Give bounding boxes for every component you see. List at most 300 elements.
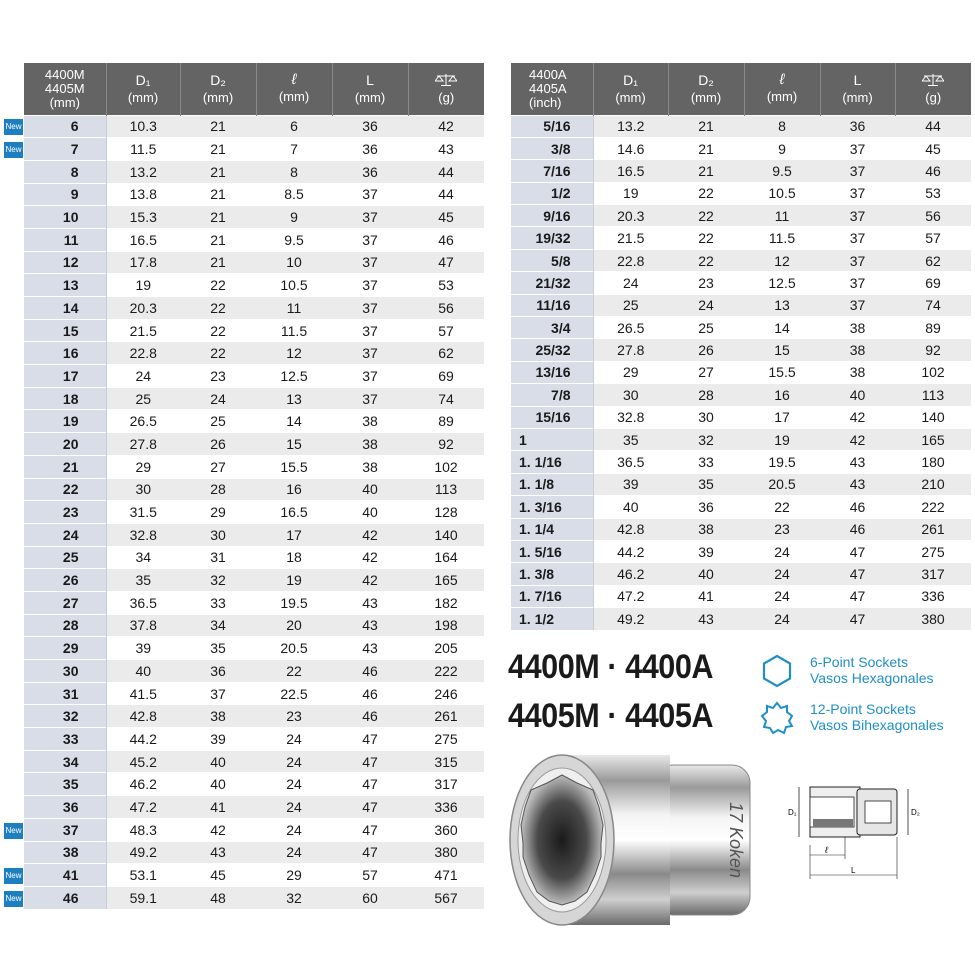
size-cell: 5/8 — [511, 249, 593, 271]
d2-cell: 39 — [668, 540, 744, 562]
weight-cell: 336 — [408, 796, 484, 819]
table-row — [511, 451, 971, 473]
size-cell: 5/16 — [511, 115, 593, 137]
d2-cell: 23 — [180, 365, 256, 388]
d2-cell: 22 — [180, 319, 256, 342]
weight-cell: 380 — [895, 608, 971, 630]
table-row — [24, 115, 484, 138]
l-small-cell: 18 — [256, 546, 332, 569]
header-unit: (mm) — [49, 94, 80, 110]
weight-cell: 182 — [408, 591, 484, 614]
table-row — [24, 138, 484, 161]
d1-cell: 24 — [593, 272, 668, 294]
size-cell: 1. 3/16 — [511, 496, 593, 518]
l-cell: 60 — [332, 886, 408, 909]
size-cell: 13 — [24, 274, 106, 297]
table-row — [511, 317, 971, 339]
d1-cell: 19 — [593, 182, 668, 204]
d2-cell: 43 — [180, 841, 256, 864]
metric-header-row — [24, 63, 484, 115]
l-small-cell: 14 — [744, 317, 820, 339]
l-cell: 47 — [820, 608, 895, 630]
size-cell: 22 — [24, 478, 106, 501]
d2-cell: 43 — [668, 608, 744, 630]
d1-cell: 26.5 — [593, 317, 668, 339]
d2-cell: 27 — [180, 455, 256, 478]
weight-cell: 46 — [408, 228, 484, 251]
l-small-cell: 22 — [744, 496, 820, 518]
d1-cell: 35 — [106, 569, 180, 592]
l-cell: 47 — [332, 750, 408, 773]
d2-cell: 42 — [180, 818, 256, 841]
d1-cell: 22.8 — [593, 249, 668, 271]
weight-cell: 471 — [408, 864, 484, 887]
d1-cell: 36.5 — [106, 591, 180, 614]
l-small-cell: 9.5 — [744, 160, 820, 182]
table-row — [24, 796, 484, 819]
l-cell: 46 — [820, 518, 895, 540]
d1-cell: 16.5 — [106, 228, 180, 251]
weight-cell: 102 — [895, 361, 971, 383]
d2-cell: 22 — [180, 297, 256, 320]
table-row — [24, 183, 484, 206]
size-cell: 3/8 — [511, 137, 593, 159]
d1-cell: 35 — [593, 428, 668, 450]
size-cell: 25 — [24, 546, 106, 569]
l-cell: 38 — [820, 361, 895, 383]
weight-cell: 44 — [408, 160, 484, 183]
weight-cell: 56 — [895, 205, 971, 227]
size-cell: 35 — [24, 773, 106, 796]
l-small-cell: 15.5 — [256, 455, 332, 478]
l-small-cell: 24 — [256, 728, 332, 751]
d2-cell: 27 — [668, 361, 744, 383]
weight-cell: 92 — [408, 433, 484, 456]
inch-model-header — [511, 63, 593, 115]
d2-cell: 22 — [668, 227, 744, 249]
l-cell: 42 — [332, 569, 408, 592]
d2-cell: 38 — [180, 705, 256, 728]
l-small-cell: 24 — [256, 750, 332, 773]
l-cell: 40 — [820, 384, 895, 406]
size-cell: 1. 7/16 — [511, 585, 593, 607]
d1-cell: 30 — [106, 478, 180, 501]
d2-cell: 21 — [668, 160, 744, 182]
table-row — [511, 160, 971, 182]
weight-cell: 45 — [895, 137, 971, 159]
l-cell: 37 — [332, 319, 408, 342]
d2-cell: 33 — [668, 451, 744, 473]
table-row — [511, 540, 971, 562]
l-small-cell: 16 — [256, 478, 332, 501]
table-row — [24, 501, 484, 524]
d2-cell: 21 — [668, 137, 744, 159]
size-cell: 8 — [24, 160, 106, 183]
l-cell: 37 — [820, 182, 895, 204]
l-small-cell: 24 — [256, 841, 332, 864]
weight-cell: 92 — [895, 339, 971, 361]
table-row — [511, 339, 971, 361]
table-row — [511, 115, 971, 137]
hexagon-icon — [760, 654, 794, 688]
d1-cell: 31.5 — [106, 501, 180, 524]
table-row — [24, 206, 484, 229]
l-small-cell: 9 — [256, 206, 332, 229]
d1-cell: 20.3 — [593, 205, 668, 227]
weight-cell: 53 — [895, 182, 971, 204]
d1-cell: 59.1 — [106, 886, 180, 909]
weight-cell: 74 — [895, 294, 971, 316]
l-small-cell: 11 — [744, 205, 820, 227]
weight-cell: 43 — [408, 138, 484, 161]
l-cell: 37 — [332, 228, 408, 251]
d1-cell: 19 — [106, 274, 180, 297]
l-cell: 47 — [820, 563, 895, 585]
d2-cell: 21 — [180, 183, 256, 206]
d2-cell: 26 — [180, 433, 256, 456]
d1-cell: 13.8 — [106, 183, 180, 206]
size-cell: 12 — [24, 251, 106, 274]
header-weight: (g) — [408, 63, 484, 115]
header-d1: D₁ (mm) — [106, 63, 180, 115]
l-cell: 37 — [332, 183, 408, 206]
inch-header-row — [511, 63, 971, 115]
d1-cell: 46.2 — [593, 563, 668, 585]
weight-cell: 567 — [408, 886, 484, 909]
size-cell: 1. 1/2 — [511, 608, 593, 630]
d2-cell: 21 — [180, 251, 256, 274]
l-small-cell: 9 — [744, 137, 820, 159]
header-l: L (mm) — [820, 63, 895, 115]
table-row — [511, 294, 971, 316]
table-row — [24, 660, 484, 683]
new-badge: New — [4, 868, 23, 884]
l-cell: 37 — [332, 274, 408, 297]
table-row — [511, 227, 971, 249]
table-row — [24, 886, 484, 909]
weight-cell: 164 — [408, 546, 484, 569]
table-row — [511, 137, 971, 159]
size-cell: 11/16 — [511, 294, 593, 316]
header-l: L (mm) — [332, 63, 408, 115]
l-small-cell: 12.5 — [744, 272, 820, 294]
l-small-cell: 17 — [744, 406, 820, 428]
l-cell: 37 — [332, 297, 408, 320]
l-cell: 38 — [820, 317, 895, 339]
size-cell: 24 — [24, 523, 106, 546]
header-d2: D₂ (mm) — [668, 63, 744, 115]
table-row — [24, 478, 484, 501]
weight-cell: 57 — [895, 227, 971, 249]
l-cell: 36 — [332, 115, 408, 138]
weight-cell: 62 — [895, 249, 971, 271]
l-cell: 37 — [332, 387, 408, 410]
size-cell: 9/16 — [511, 205, 593, 227]
weight-cell: 275 — [895, 540, 971, 562]
size-cell: 28 — [24, 614, 106, 637]
l-cell: 37 — [820, 294, 895, 316]
l-cell: 36 — [332, 138, 408, 161]
size-cell: 30 — [24, 660, 106, 683]
d2-cell: 35 — [668, 473, 744, 495]
d2-cell: 31 — [180, 546, 256, 569]
d1-cell: 25 — [593, 294, 668, 316]
weight-cell: 89 — [408, 410, 484, 433]
weight-cell: 69 — [895, 272, 971, 294]
table-row — [24, 591, 484, 614]
table-row — [24, 637, 484, 660]
d1-cell: 37.8 — [106, 614, 180, 637]
l-cell: 47 — [332, 841, 408, 864]
d1-cell: 10.3 — [106, 115, 180, 138]
size-cell: 37 — [24, 818, 106, 841]
table-row — [511, 585, 971, 607]
new-badge: New — [4, 142, 23, 158]
d1-cell: 47.2 — [593, 585, 668, 607]
l-small-cell: 11 — [256, 297, 332, 320]
weight-cell: 222 — [895, 496, 971, 518]
d2-cell: 21 — [180, 206, 256, 229]
d1-cell: 46.2 — [106, 773, 180, 796]
l-small-cell: 19 — [744, 428, 820, 450]
weight-cell: 210 — [895, 473, 971, 495]
d2-cell: 23 — [668, 272, 744, 294]
d2-cell: 22 — [668, 205, 744, 227]
weight-cell: 261 — [408, 705, 484, 728]
weight-cell: 317 — [408, 773, 484, 796]
l-cell: 38 — [332, 433, 408, 456]
size-cell: 10 — [24, 206, 106, 229]
table-row — [24, 274, 484, 297]
socket-marking: 17 Koken — [726, 801, 746, 879]
l-cell: 43 — [820, 473, 895, 495]
l-cell: 40 — [332, 501, 408, 524]
size-cell: 32 — [24, 705, 106, 728]
d2-cell: 36 — [668, 496, 744, 518]
size-cell: 27 — [24, 591, 106, 614]
header-model-b: 4405A — [529, 80, 567, 96]
inch-size-table — [511, 63, 971, 630]
l-cell: 38 — [332, 455, 408, 478]
d2-cell: 22 — [180, 342, 256, 365]
table-row — [511, 384, 971, 406]
l-cell: 38 — [820, 339, 895, 361]
d1-cell: 17.8 — [106, 251, 180, 274]
l-small-cell: 16.5 — [256, 501, 332, 524]
d1-cell: 15.3 — [106, 206, 180, 229]
scale-icon — [435, 73, 457, 87]
l-small-cell: 24 — [744, 563, 820, 585]
l-small-cell: 17 — [256, 523, 332, 546]
weight-cell: 317 — [895, 563, 971, 585]
table-row — [24, 773, 484, 796]
size-cell: 15/16 — [511, 406, 593, 428]
d1-cell: 53.1 — [106, 864, 180, 887]
metric-size-table — [24, 63, 484, 909]
header-model-a: 4400A — [529, 66, 567, 82]
l-small-cell: 11.5 — [744, 227, 820, 249]
l-small-cell: 24 — [744, 540, 820, 562]
l-cell: 47 — [332, 818, 408, 841]
table-row — [24, 728, 484, 751]
l-small-cell: 20 — [256, 614, 332, 637]
size-cell: 29 — [24, 637, 106, 660]
table-row — [24, 365, 484, 388]
size-cell: 1 — [511, 428, 593, 450]
table-row — [24, 433, 484, 456]
size-cell: 16 — [24, 342, 106, 365]
d1-cell: 47.2 — [106, 796, 180, 819]
l-small-cell: 20.5 — [256, 637, 332, 660]
l-cell: 47 — [820, 540, 895, 562]
size-cell: 19 — [24, 410, 106, 433]
l-small-cell: 11.5 — [256, 319, 332, 342]
l-small-cell: 13 — [744, 294, 820, 316]
l-small-cell: 22.5 — [256, 682, 332, 705]
d2-cell: 29 — [180, 501, 256, 524]
d2-cell: 36 — [180, 660, 256, 683]
weight-cell: 57 — [408, 319, 484, 342]
table-row — [24, 387, 484, 410]
legend-twelve-point: 12-Point Sockets Vasos Bihexagonales — [810, 701, 944, 733]
model-title-line1: 4400M · 4400A — [508, 648, 714, 686]
l-cell: 46 — [332, 660, 408, 683]
d1-cell: 49.2 — [106, 841, 180, 864]
table-row — [24, 818, 484, 841]
table-row — [511, 361, 971, 383]
weight-cell: 69 — [408, 365, 484, 388]
d2-cell: 39 — [180, 728, 256, 751]
d2-cell: 45 — [180, 864, 256, 887]
l-small-cell: 7 — [256, 138, 332, 161]
weight-cell: 42 — [408, 115, 484, 138]
d2-cell: 32 — [180, 569, 256, 592]
l-small-cell: 24 — [744, 585, 820, 607]
diagram-d2: D₂ — [911, 808, 920, 817]
l-cell: 43 — [332, 637, 408, 660]
weight-cell: 360 — [408, 818, 484, 841]
d2-cell: 21 — [180, 115, 256, 138]
size-cell: 25/32 — [511, 339, 593, 361]
d1-cell: 21.5 — [593, 227, 668, 249]
table-row — [24, 682, 484, 705]
table-row — [24, 864, 484, 887]
table-row — [511, 563, 971, 585]
size-cell: 1. 1/4 — [511, 518, 593, 540]
l-cell: 37 — [332, 206, 408, 229]
l-small-cell: 10 — [256, 251, 332, 274]
header-d1: D₁ (mm) — [593, 63, 668, 115]
d2-cell: 25 — [668, 317, 744, 339]
table-row — [24, 342, 484, 365]
table-row — [24, 841, 484, 864]
table-row — [511, 182, 971, 204]
l-small-cell: 24 — [256, 818, 332, 841]
l-small-cell: 22 — [256, 660, 332, 683]
d1-cell: 44.2 — [593, 540, 668, 562]
size-cell: 36 — [24, 796, 106, 819]
d1-cell: 14.6 — [593, 137, 668, 159]
weight-cell: 336 — [895, 585, 971, 607]
d2-cell: 21 — [180, 228, 256, 251]
l-small-cell: 24 — [256, 796, 332, 819]
l-cell: 37 — [820, 249, 895, 271]
model-title-line2: 4405M · 4405A — [508, 697, 714, 735]
weight-cell: 46 — [895, 160, 971, 182]
header-l-small: ℓ (mm) — [744, 63, 820, 115]
d2-cell: 28 — [180, 478, 256, 501]
d1-cell: 42.8 — [106, 705, 180, 728]
l-cell: 47 — [332, 728, 408, 751]
d2-cell: 21 — [668, 115, 744, 137]
l-small-cell: 29 — [256, 864, 332, 887]
size-cell: 11 — [24, 228, 106, 251]
d2-cell: 40 — [668, 563, 744, 585]
weight-cell: 140 — [408, 523, 484, 546]
d2-cell: 41 — [180, 796, 256, 819]
d2-cell: 21 — [180, 160, 256, 183]
weight-cell: 165 — [408, 569, 484, 592]
d2-cell: 34 — [180, 614, 256, 637]
l-cell: 46 — [332, 705, 408, 728]
l-small-cell: 20.5 — [744, 473, 820, 495]
d2-cell: 26 — [668, 339, 744, 361]
weight-cell: 89 — [895, 317, 971, 339]
header-d2: D₂ (mm) — [180, 63, 256, 115]
l-cell: 42 — [820, 406, 895, 428]
weight-cell: 180 — [895, 451, 971, 473]
d1-cell: 16.5 — [593, 160, 668, 182]
size-cell: 3/4 — [511, 317, 593, 339]
weight-cell: 74 — [408, 387, 484, 410]
table-row — [511, 496, 971, 518]
weight-cell: 198 — [408, 614, 484, 637]
new-badge: New — [4, 119, 23, 135]
new-badge: New — [4, 823, 23, 839]
table-row — [511, 428, 971, 450]
d1-cell: 44.2 — [106, 728, 180, 751]
d1-cell: 13.2 — [106, 160, 180, 183]
l-small-cell: 12 — [744, 249, 820, 271]
weight-cell: 380 — [408, 841, 484, 864]
weight-cell: 165 — [895, 428, 971, 450]
weight-cell: 140 — [895, 406, 971, 428]
l-small-cell: 8 — [744, 115, 820, 137]
size-cell: 33 — [24, 728, 106, 751]
l-cell: 42 — [820, 428, 895, 450]
l-small-cell: 10.5 — [744, 182, 820, 204]
table-row — [511, 608, 971, 630]
l-cell: 37 — [332, 365, 408, 388]
table-row — [24, 251, 484, 274]
size-cell: 46 — [24, 886, 106, 909]
l-cell: 36 — [820, 115, 895, 137]
size-cell: 1/2 — [511, 182, 593, 204]
l-small-cell: 23 — [744, 518, 820, 540]
weight-cell: 44 — [895, 115, 971, 137]
d1-cell: 22.8 — [106, 342, 180, 365]
l-small-cell: 6 — [256, 115, 332, 138]
l-cell: 40 — [332, 478, 408, 501]
weight-cell: 246 — [408, 682, 484, 705]
l-small-cell: 15 — [256, 433, 332, 456]
d2-cell: 48 — [180, 886, 256, 909]
size-cell: 6 — [24, 115, 106, 138]
d1-cell: 40 — [106, 660, 180, 683]
l-small-cell: 24 — [744, 608, 820, 630]
d1-cell: 32.8 — [593, 406, 668, 428]
table-row — [24, 410, 484, 433]
